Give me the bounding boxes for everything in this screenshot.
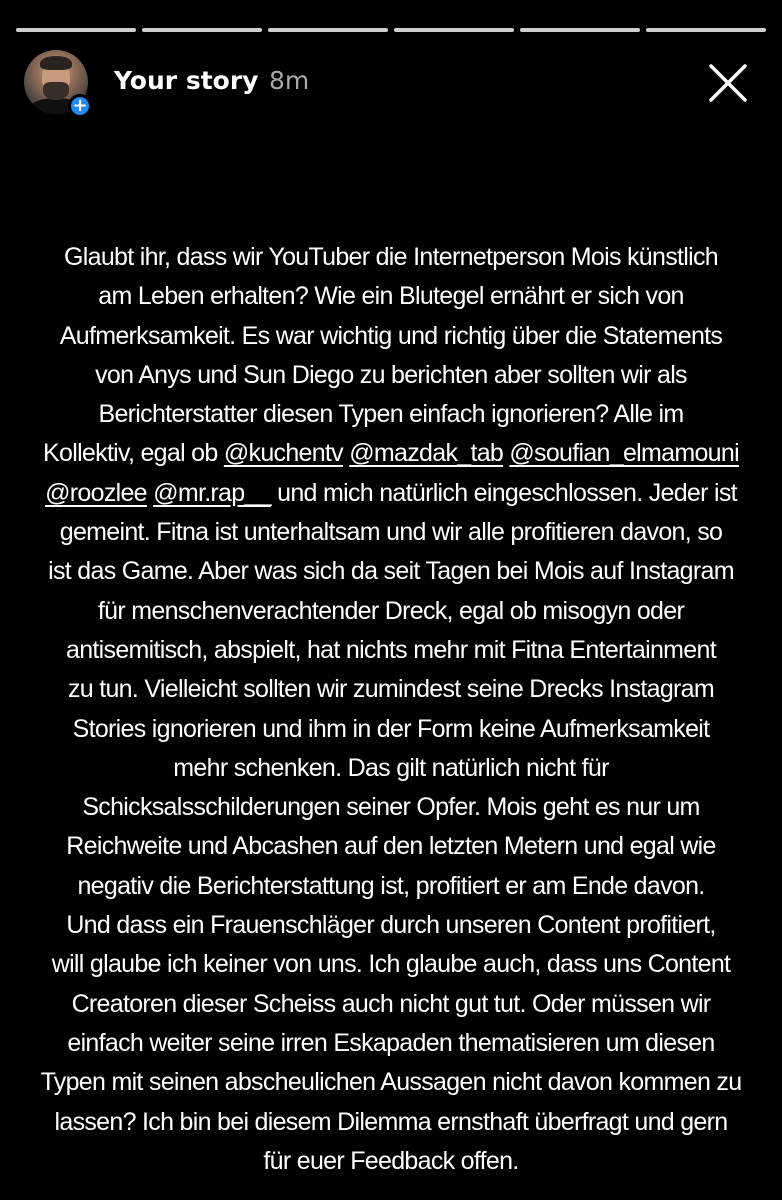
progress-segment [142, 28, 262, 32]
story-line-suffix: und mich natürlich eingeschlossen. Jeder ist [270, 478, 737, 507]
mention-link-mazdak-tab[interactable]: @mazdak_tab [349, 439, 504, 468]
avatar-hair [40, 56, 72, 70]
progress-segment [646, 28, 766, 32]
story-line: mehr schenken. Das gilt natürlich nicht für [173, 753, 609, 782]
avatar-beard [43, 82, 69, 100]
story-line: will glaube ich keiner von uns. Ich glaube auch, dass uns Content [51, 950, 731, 979]
story-progress-bar [16, 28, 766, 32]
story-line: am Leben erhalten? Wie ein Blutegel ernährt er sich von [98, 282, 684, 311]
story-line: Glaubt ihr, dass wir YouTuber die Internetperson Mois künstlich [64, 243, 718, 271]
story-line: Aufmerksamkeit. Es war wichtig und richtig über die Statements [59, 321, 723, 350]
story-line: lassen? Ich bin bei diesem Dilemma ernsthaft überfragt und gern [54, 1107, 728, 1136]
story-line: Reichweite und Abcashen auf den letzten Metern und egal wie [66, 832, 716, 861]
progress-segment [394, 28, 514, 32]
mention-link-roozlee[interactable]: @roozlee [45, 478, 147, 507]
story-line: antisemitisch, abspielt, hat nichts mehr mit Fitna Entertainment [66, 635, 716, 664]
story-line: Schicksalsschilderungen seiner Opfer. Mois geht es nur um [82, 793, 700, 822]
close-button[interactable] [708, 63, 748, 103]
story-title[interactable]: Your story [114, 66, 259, 95]
story-line: Creatoren dieser Scheiss auch nicht gut tut. Oder müssen wir [71, 989, 711, 1018]
mention-link-kuchentv[interactable]: @kuchentv [223, 439, 343, 468]
story-line-mentions [40, 434, 742, 473]
story-line: negativ die Berichterstattung ist, profitiert er am Ende davon. [77, 871, 705, 900]
story-line: für menschenverachtender Dreck, egal ob misogyn oder [97, 596, 685, 625]
story-line: Berichterstatter diesen Typen einfach ignorieren? Alle im [98, 400, 684, 429]
story-line: Und dass ein Frauenschläger durch unseren Content profitiert, [66, 911, 716, 940]
story-line-mentions [40, 474, 742, 513]
mention-link-mr-rap[interactable]: @mr.rap__ [153, 478, 271, 507]
close-icon [708, 63, 748, 103]
story-line: zu tun. Vielleicht sollten wir zumindest seine Drecks Instagram [67, 675, 714, 704]
story-line: einfach weiter seine irren Eskapaden thematisieren um diesen [67, 1028, 715, 1057]
story-line: ist das Game. Aber was sich da seit Tagen bei Mois auf Instagram [48, 557, 734, 586]
story-line-prefix: Kollektiv, egal ob [43, 439, 224, 468]
story-line: für euer Feedback offen. [263, 1146, 519, 1175]
story-line: Stories ignorieren und ihm in der Form keine Aufmerksamkeit [72, 714, 710, 743]
story-text [40, 238, 742, 1181]
story-line: von Anys und Sun Diego zu berichten aber sollten wir als [95, 360, 687, 389]
story-line: gemeint. Fitna ist unterhaltsam und wir alle profitieren davon, so [59, 518, 723, 547]
progress-segment [16, 28, 136, 32]
story-timestamp: 8m [269, 66, 310, 95]
progress-segment [268, 28, 388, 32]
plus-icon[interactable]: + [68, 94, 92, 118]
story-header [24, 50, 766, 114]
story-line: Typen mit seinen abscheulichen Aussagen nicht davon kommen zu [40, 1068, 742, 1097]
progress-segment [520, 28, 640, 32]
mention-link-soufian-elmamouni[interactable]: @soufian_elmamouni [509, 439, 739, 468]
